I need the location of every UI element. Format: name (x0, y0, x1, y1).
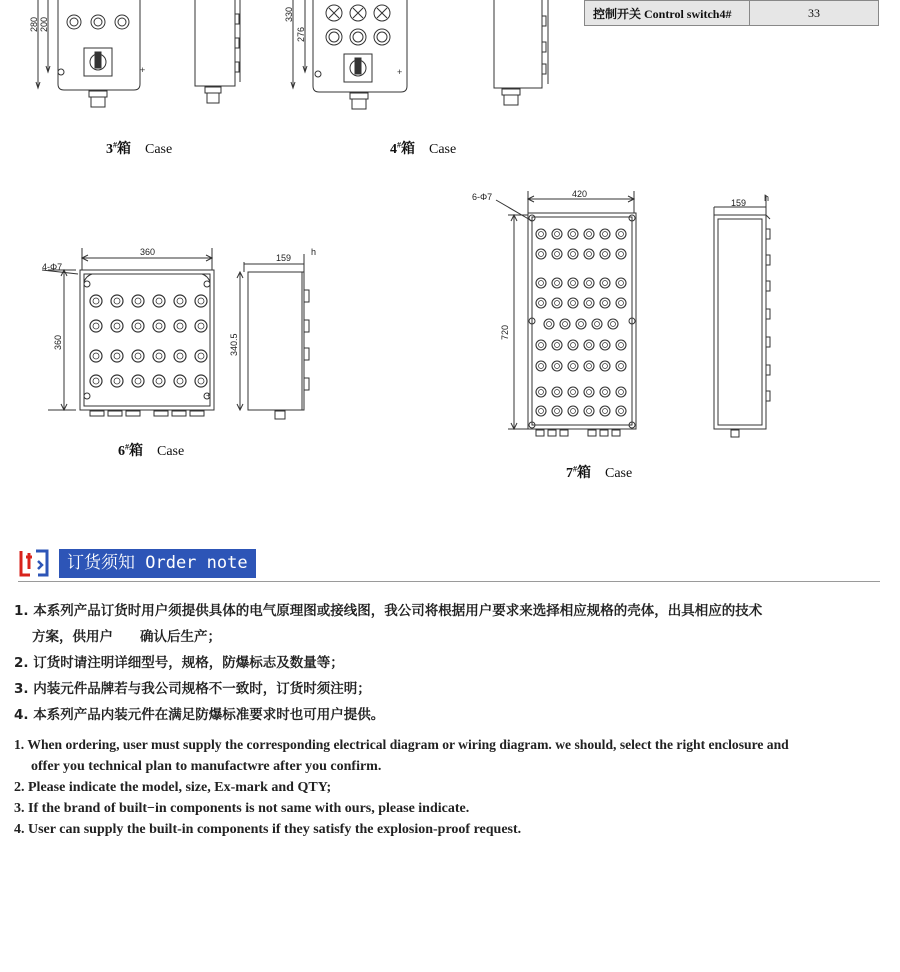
zh-note-1: 1. 本系列产品订货时用户须提供具体的电气原理图或接线图，我公司将根据用户要求来选择相应规格的壳体，出具相应的技术 (14, 603, 763, 619)
case7-caption: 7#箱 Case (566, 464, 633, 481)
case3-caption: 3#箱 Case (106, 140, 173, 157)
zh-note-3: 3. 内装元件品牌若与我公司规格不一致时，订货时须注明； (14, 681, 371, 697)
case7-dim-h: h (764, 193, 770, 203)
case4-caption: 4#箱 Case (390, 140, 457, 157)
en-note-2: 2. Please indicate the model, size, Ex-mark and QTY; (14, 780, 332, 795)
case7-button-grid (536, 229, 626, 416)
case4-drawing (280, 0, 560, 115)
en-note-4: 4. User can supply the built-in components if they satisfy the explosion-proof request. (14, 822, 522, 837)
zh-note-1-cont: 方案，供用户 确认后生产； (32, 629, 221, 645)
order-note-title: 订货须知 Order note (59, 549, 256, 578)
case6-caption: 6#箱 Case (118, 442, 185, 459)
case7-dim-height: 720 (500, 324, 510, 340)
case7-dim-holes: 6-Φ7 (472, 192, 493, 202)
divider (18, 581, 880, 582)
case6-dim-width: 360 (140, 247, 156, 257)
case6-dim-h: h (311, 247, 317, 257)
en-note-3: 3. If the brand of built−in components is not same with ours, please indicate. (14, 801, 470, 816)
svg-text:+: + (140, 65, 146, 75)
svg-text:+: + (397, 67, 403, 77)
case6-button-grid (90, 295, 207, 387)
case4-dim-276: 276 (296, 26, 306, 42)
en-note-1: 1. When ordering, user must supply the corresponding electrical diagram or wiring diagram. we should, select the right enclosure and (14, 737, 789, 752)
case7-drawing (460, 185, 780, 445)
case3-drawing (0, 0, 260, 115)
spec-table-row (584, 0, 879, 26)
case3-dim-280: 280 (29, 16, 39, 32)
case6-dim-height: 360 (53, 334, 63, 350)
case7-dim-width: 420 (572, 189, 588, 199)
zh-note-2: 2. 订货时请注明详细型号，规格，防爆标志及数量等； (14, 655, 344, 671)
case4-dim-330: 330 (284, 6, 294, 22)
en-note-1-cont: offer you technical plan to manufactwre after you confirm. (31, 759, 382, 774)
order-note-logo-icon (18, 547, 50, 579)
spec-value: 33 (808, 5, 820, 20)
case7-dim-depth: 159 (731, 198, 747, 208)
case6-dim-side-height: 340.5 (229, 333, 239, 356)
case6-drawing (30, 240, 330, 425)
case6-dim-depth: 159 (276, 253, 292, 263)
case3-dim-200: 200 (39, 16, 49, 32)
svg-text:+: + (206, 391, 211, 400)
spec-label: 控制开关 Control switch4# (585, 1, 750, 25)
case6-dim-holes: 4-Φ7 (42, 262, 63, 272)
zh-note-4: 4. 本系列产品内装元件在满足防爆标准要求时也可用户提供。 (14, 707, 385, 723)
